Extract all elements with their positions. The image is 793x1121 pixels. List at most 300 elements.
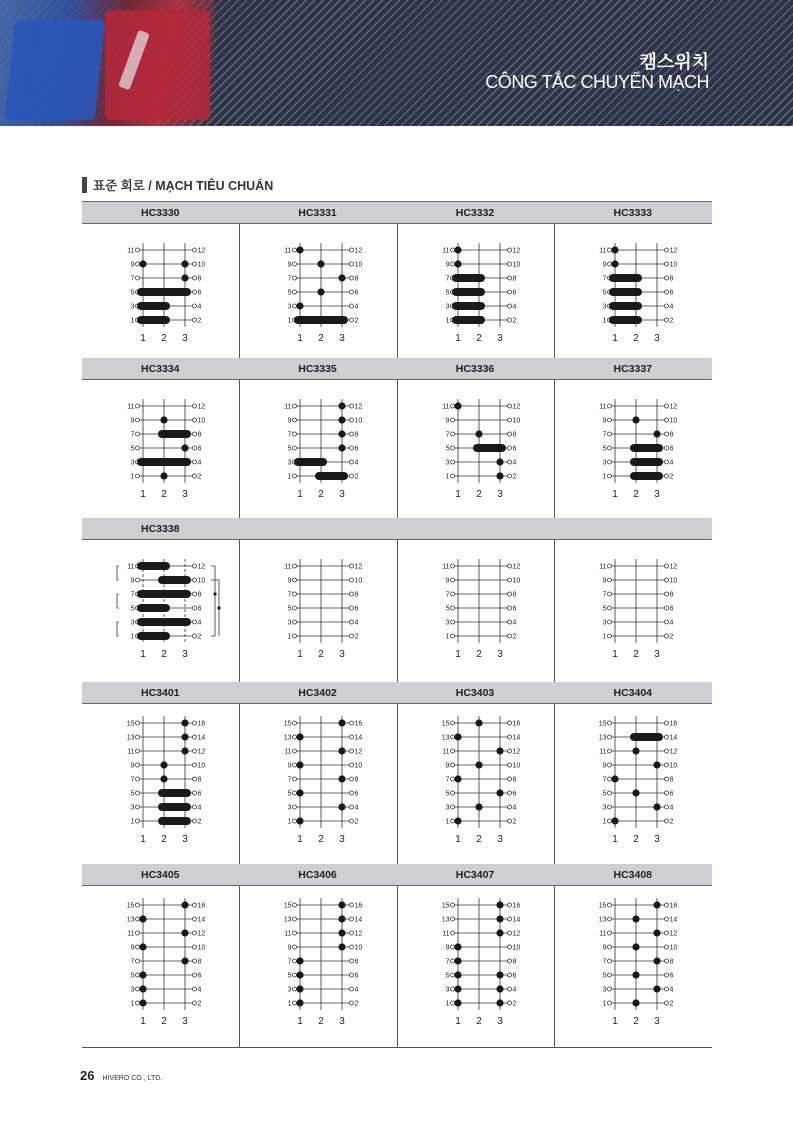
contact-dot — [160, 761, 167, 768]
terminal-label-right: 10 — [512, 762, 520, 770]
terminal-left — [292, 735, 296, 739]
contact-bridge — [158, 803, 191, 811]
terminal-left — [607, 606, 611, 610]
terminal-label-right: 10 — [197, 944, 206, 952]
circuit-model-header — [554, 518, 713, 540]
terminal-right — [507, 917, 511, 921]
terminal-right — [664, 735, 668, 739]
terminal-label-left: 1 — [445, 633, 449, 641]
terminal-left — [607, 819, 611, 823]
terminal-right — [193, 460, 197, 464]
terminal-label-left: 11 — [127, 748, 135, 756]
terminal-right — [664, 276, 668, 280]
terminal-label-right: 4 — [197, 303, 202, 311]
contact-dot — [139, 915, 146, 922]
contact-dot — [160, 416, 167, 423]
terminal-left — [607, 945, 611, 949]
terminal-right — [507, 749, 511, 753]
terminal-label-left: 7 — [602, 275, 606, 283]
terminal-right — [507, 931, 511, 935]
terminal-right — [664, 917, 668, 921]
terminal-right — [193, 763, 197, 767]
contact-bridge — [452, 302, 485, 310]
contact-dot — [454, 957, 461, 964]
position-number: 2 — [632, 333, 639, 344]
circuit-model-header: HC3333 — [554, 202, 713, 224]
position-number: 2 — [475, 489, 482, 500]
position-number: 3 — [182, 834, 188, 845]
contact-bridge — [452, 288, 485, 296]
contact-bridge — [630, 733, 663, 741]
terminal-right — [349, 917, 353, 921]
terminal-right — [664, 721, 668, 725]
terminal-right — [507, 620, 511, 624]
position-number: 3 — [496, 333, 503, 344]
terminal-right — [664, 290, 668, 294]
terminal-label-right: 6 — [669, 605, 673, 613]
circuit-diagram — [397, 381, 554, 519]
terminal-label-left: 11 — [441, 247, 449, 255]
terminal-label-left: 11 — [127, 247, 135, 255]
contact-dot — [632, 943, 639, 950]
terminal-right — [507, 973, 511, 977]
terminal-left — [450, 564, 454, 568]
circuit-diagram — [239, 541, 397, 683]
terminal-right — [349, 819, 353, 823]
contact-dot — [296, 761, 303, 768]
position-number: 1 — [140, 489, 146, 500]
terminal-label-left: 9 — [445, 762, 449, 770]
terminal-right — [193, 917, 197, 921]
position-number: 3 — [496, 1016, 503, 1027]
terminal-left — [450, 917, 454, 921]
terminal-right — [507, 418, 511, 422]
terminal-label-right: 16 — [354, 902, 362, 910]
contact-dot — [338, 929, 345, 936]
terminal-label-left: 9 — [130, 762, 135, 770]
junction-dot — [213, 592, 216, 595]
terminal-label-left: 13 — [126, 916, 135, 924]
terminal-right — [507, 432, 511, 436]
contact-dot — [139, 999, 146, 1006]
position-number: 2 — [317, 333, 324, 344]
terminal-right — [193, 805, 197, 809]
terminal-left — [607, 987, 611, 991]
contact-dot — [296, 971, 303, 978]
contact-bridge — [630, 458, 663, 466]
terminal-label-right: 14 — [669, 916, 677, 924]
terminal-label-left: 11 — [127, 563, 135, 571]
contact-dot — [632, 747, 639, 754]
terminal-left — [136, 474, 140, 478]
terminal-label-left: 3 — [287, 986, 291, 994]
terminal-label-left: 3 — [445, 986, 449, 994]
terminal-right — [664, 418, 668, 422]
terminal-left — [292, 276, 296, 280]
terminal-label-right: 12 — [669, 748, 677, 756]
terminal-left — [136, 248, 140, 252]
terminal-label-left: 7 — [130, 958, 135, 966]
terminal-label-left: 1 — [287, 1000, 291, 1008]
terminal-right — [507, 945, 511, 949]
position-number: 3 — [653, 489, 660, 500]
terminal-label-left: 5 — [445, 790, 449, 798]
terminal-label-right: 12 — [197, 247, 206, 255]
terminal-label-left: 7 — [445, 958, 449, 966]
terminal-left — [136, 791, 140, 795]
terminal-right — [664, 959, 668, 963]
terminal-label-left: 11 — [598, 403, 606, 411]
terminal-left — [292, 404, 296, 408]
position-number: 2 — [632, 649, 639, 660]
terminal-left — [136, 763, 140, 767]
terminal-label-left: 1 — [445, 818, 449, 826]
terminal-right — [507, 318, 511, 322]
terminal-label-right: 6 — [197, 289, 202, 297]
terminal-label-left: 5 — [287, 790, 291, 798]
terminal-label-left: 5 — [445, 445, 449, 453]
circuit-diagram — [397, 225, 554, 359]
position-number: 1 — [611, 649, 618, 660]
contact-dot — [632, 789, 639, 796]
contact-dot — [338, 915, 345, 922]
terminal-right — [507, 248, 511, 252]
bridge-bracket-left — [117, 594, 119, 608]
terminal-left — [292, 749, 296, 753]
contact-dot — [454, 246, 461, 253]
contact-bridge — [158, 576, 191, 584]
contact-dot — [160, 775, 167, 782]
terminal-label-left: 11 — [283, 403, 291, 411]
position-number: 2 — [317, 649, 324, 660]
terminal-left — [136, 1001, 140, 1005]
terminal-right — [664, 945, 668, 949]
contact-bridge — [609, 288, 642, 296]
position-number: 1 — [296, 834, 303, 845]
terminal-left — [607, 446, 611, 450]
terminal-right — [664, 620, 668, 624]
terminal-left — [450, 749, 454, 753]
terminal-label-left: 9 — [287, 417, 291, 425]
terminal-label-left: 13 — [283, 734, 291, 742]
page-footer — [80, 1068, 162, 1083]
circuit-model-header: HC3405 — [82, 864, 239, 886]
terminal-label-left: 5 — [287, 605, 291, 613]
terminal-label-right: 10 — [354, 417, 362, 425]
circuit-model-header — [239, 518, 397, 540]
terminal-label-right: 14 — [512, 734, 520, 742]
terminal-label-right: 14 — [669, 734, 677, 742]
terminal-label-left: 11 — [127, 403, 135, 411]
contact-bridge — [137, 562, 170, 570]
contact-dot — [181, 901, 188, 908]
contact-dot — [454, 817, 461, 824]
terminal-left — [607, 1001, 611, 1005]
terminal-label-right: 2 — [354, 633, 358, 641]
contact-dot — [653, 957, 660, 964]
terminal-right — [349, 749, 353, 753]
terminal-right — [507, 262, 511, 266]
terminal-label-right: 8 — [512, 591, 516, 599]
section-marker — [82, 177, 87, 193]
terminal-label-right: 4 — [197, 619, 202, 627]
terminal-right — [349, 634, 353, 638]
terminal-right — [349, 432, 353, 436]
terminal-right — [507, 721, 511, 725]
terminal-left — [136, 805, 140, 809]
contact-dot — [296, 246, 303, 253]
terminal-label-left: 5 — [130, 605, 135, 613]
terminal-label-right: 4 — [197, 804, 202, 812]
position-number: 3 — [338, 333, 345, 344]
terminal-label-right: 12 — [354, 563, 362, 571]
header-banner — [0, 0, 793, 126]
terminal-left — [292, 973, 296, 977]
terminal-label-right: 12 — [669, 563, 677, 571]
terminal-right — [349, 973, 353, 977]
terminal-left — [292, 418, 296, 422]
terminal-right — [664, 987, 668, 991]
contact-dot — [496, 789, 503, 796]
terminal-label-left: 5 — [602, 972, 606, 980]
terminal-right — [193, 791, 197, 795]
position-number: 3 — [182, 333, 188, 344]
terminal-label-left: 1 — [130, 473, 135, 481]
circuit-diagram — [239, 381, 397, 519]
terminal-left — [136, 931, 140, 935]
contact-bridge — [452, 316, 485, 324]
terminal-label-right: 10 — [197, 577, 206, 585]
terminal-left — [292, 917, 296, 921]
terminal-label-right: 4 — [512, 986, 516, 994]
terminal-label-left: 7 — [287, 275, 291, 283]
terminal-right — [349, 805, 353, 809]
terminal-left — [292, 304, 296, 308]
terminal-left — [292, 474, 296, 478]
contact-dot — [475, 803, 482, 810]
terminal-label-right: 4 — [197, 986, 202, 994]
position-number: 1 — [296, 1016, 303, 1027]
terminal-label-right: 6 — [197, 445, 202, 453]
terminal-label-right: 6 — [354, 445, 358, 453]
terminal-label-left: 3 — [602, 459, 606, 467]
terminal-label-right: 10 — [197, 261, 206, 269]
position-number: 1 — [611, 834, 618, 845]
terminal-label-right: 2 — [354, 473, 358, 481]
contact-dot — [181, 957, 188, 964]
contact-dot — [496, 747, 503, 754]
terminal-left — [607, 735, 611, 739]
position-number: 3 — [182, 1016, 188, 1027]
terminal-right — [664, 446, 668, 450]
terminal-left — [450, 819, 454, 823]
terminal-label-right: 6 — [512, 790, 516, 798]
terminal-label-right: 12 — [512, 748, 520, 756]
terminal-right — [664, 903, 668, 907]
terminal-label-left: 15 — [283, 720, 291, 728]
product-photo-red-switch — [105, 10, 210, 120]
terminal-label-right: 2 — [669, 317, 673, 325]
contact-dot — [181, 733, 188, 740]
terminal-right — [664, 1001, 668, 1005]
terminal-left — [292, 634, 296, 638]
terminal-right — [664, 304, 668, 308]
terminal-left — [136, 578, 140, 582]
contact-dot — [496, 472, 503, 479]
terminal-label-left: 5 — [287, 972, 291, 980]
contact-dot — [496, 999, 503, 1006]
position-number: 2 — [161, 1016, 167, 1027]
terminal-label-right: 10 — [669, 762, 677, 770]
terminal-label-right: 6 — [354, 289, 358, 297]
terminal-label-right: 8 — [669, 776, 673, 784]
terminal-label-left: 15 — [598, 902, 606, 910]
terminal-label-right: 8 — [669, 958, 673, 966]
terminal-label-left: 9 — [602, 261, 606, 269]
terminal-label-right: 6 — [512, 289, 516, 297]
terminal-right — [349, 606, 353, 610]
terminal-label-left: 9 — [287, 261, 291, 269]
terminal-label-left: 1 — [287, 317, 291, 325]
position-number: 2 — [317, 1016, 324, 1027]
page-number: 26 — [80, 1068, 95, 1083]
terminal-label-left: 7 — [130, 431, 135, 439]
terminal-label-right: 10 — [354, 762, 362, 770]
position-number: 3 — [653, 333, 660, 344]
terminal-label-right: 10 — [354, 944, 362, 952]
terminal-right — [349, 304, 353, 308]
terminal-label-left: 3 — [287, 303, 291, 311]
terminal-label-left: 5 — [287, 289, 291, 297]
position-number: 2 — [161, 333, 167, 344]
terminal-right — [664, 404, 668, 408]
position-number: 1 — [454, 489, 461, 500]
circuit-diagram — [397, 887, 554, 1049]
terminal-label-left: 11 — [441, 563, 449, 571]
terminal-label-left: 3 — [445, 804, 449, 812]
terminal-right — [507, 763, 511, 767]
terminal-right — [193, 404, 197, 408]
terminal-label-right: 12 — [512, 247, 520, 255]
position-number: 2 — [317, 489, 324, 500]
terminal-left — [450, 418, 454, 422]
terminal-label-right: 8 — [197, 776, 202, 784]
terminal-label-left: 3 — [445, 619, 449, 627]
terminal-right — [349, 578, 353, 582]
terminal-label-left: 9 — [445, 577, 449, 585]
terminal-label-left: 3 — [445, 303, 449, 311]
terminal-label-left: 1 — [445, 317, 449, 325]
terminal-label-right: 14 — [512, 916, 520, 924]
terminal-right — [193, 304, 197, 308]
position-number: 3 — [182, 489, 188, 500]
contact-dot — [296, 985, 303, 992]
terminal-left — [607, 791, 611, 795]
terminal-left — [607, 564, 611, 568]
terminal-right — [349, 262, 353, 266]
terminal-right — [349, 318, 353, 322]
position-number: 3 — [338, 1016, 345, 1027]
contact-dot — [454, 260, 461, 267]
contact-dot — [139, 260, 146, 267]
terminal-right — [193, 620, 197, 624]
terminal-left — [136, 917, 140, 921]
circuit-model-header: HC3337 — [554, 358, 713, 380]
terminal-left — [292, 931, 296, 935]
terminal-label-right: 16 — [197, 720, 206, 728]
terminal-label-left: 5 — [130, 790, 135, 798]
terminal-label-right: 2 — [354, 818, 358, 826]
terminal-right — [193, 564, 197, 568]
terminal-right — [349, 959, 353, 963]
terminal-label-right: 12 — [669, 930, 677, 938]
terminal-left — [292, 819, 296, 823]
terminal-label-left: 7 — [445, 776, 449, 784]
terminal-label-right: 2 — [197, 633, 202, 641]
terminal-left — [292, 620, 296, 624]
terminal-label-left: 13 — [598, 734, 606, 742]
terminal-label-left: 9 — [602, 577, 606, 585]
terminal-label-right: 6 — [512, 605, 516, 613]
terminal-right — [349, 945, 353, 949]
terminal-label-left: 1 — [130, 818, 135, 826]
terminal-label-right: 12 — [354, 748, 362, 756]
position-number: 1 — [611, 333, 618, 344]
terminal-label-left: 15 — [441, 902, 449, 910]
terminal-label-left: 7 — [445, 431, 449, 439]
terminal-right — [507, 805, 511, 809]
position-number: 2 — [317, 834, 324, 845]
contact-dot — [611, 246, 618, 253]
contact-dot — [181, 274, 188, 281]
contact-dot — [496, 915, 503, 922]
contact-dot — [181, 929, 188, 936]
terminal-left — [450, 1001, 454, 1005]
terminal-right — [349, 564, 353, 568]
terminal-label-right: 12 — [354, 930, 362, 938]
contact-dot — [454, 733, 461, 740]
terminal-right — [193, 945, 197, 949]
terminal-label-right: 12 — [512, 403, 520, 411]
terminal-left — [607, 418, 611, 422]
contact-dot — [338, 803, 345, 810]
terminal-label-left: 5 — [287, 445, 291, 453]
position-number: 1 — [296, 489, 303, 500]
terminal-label-right: 4 — [354, 303, 358, 311]
terminal-left — [450, 973, 454, 977]
terminal-left — [136, 432, 140, 436]
terminal-left — [136, 404, 140, 408]
terminal-label-right: 6 — [669, 289, 673, 297]
position-number: 3 — [496, 489, 503, 500]
terminal-left — [292, 763, 296, 767]
contact-bridge — [137, 618, 191, 626]
terminal-left — [607, 973, 611, 977]
terminal-label-left: 5 — [445, 972, 449, 980]
position-number: 1 — [140, 1016, 146, 1027]
terminal-label-left: 9 — [445, 261, 449, 269]
terminal-label-right: 10 — [512, 577, 520, 585]
terminal-label-left: 1 — [287, 633, 291, 641]
terminal-right — [507, 606, 511, 610]
product-photo-blue-switch — [5, 20, 106, 120]
terminal-label-left: 3 — [445, 459, 449, 467]
contact-dot — [632, 915, 639, 922]
terminal-left — [292, 945, 296, 949]
terminal-label-left: 1 — [287, 818, 291, 826]
contact-bridge — [294, 458, 327, 466]
terminal-left — [292, 791, 296, 795]
